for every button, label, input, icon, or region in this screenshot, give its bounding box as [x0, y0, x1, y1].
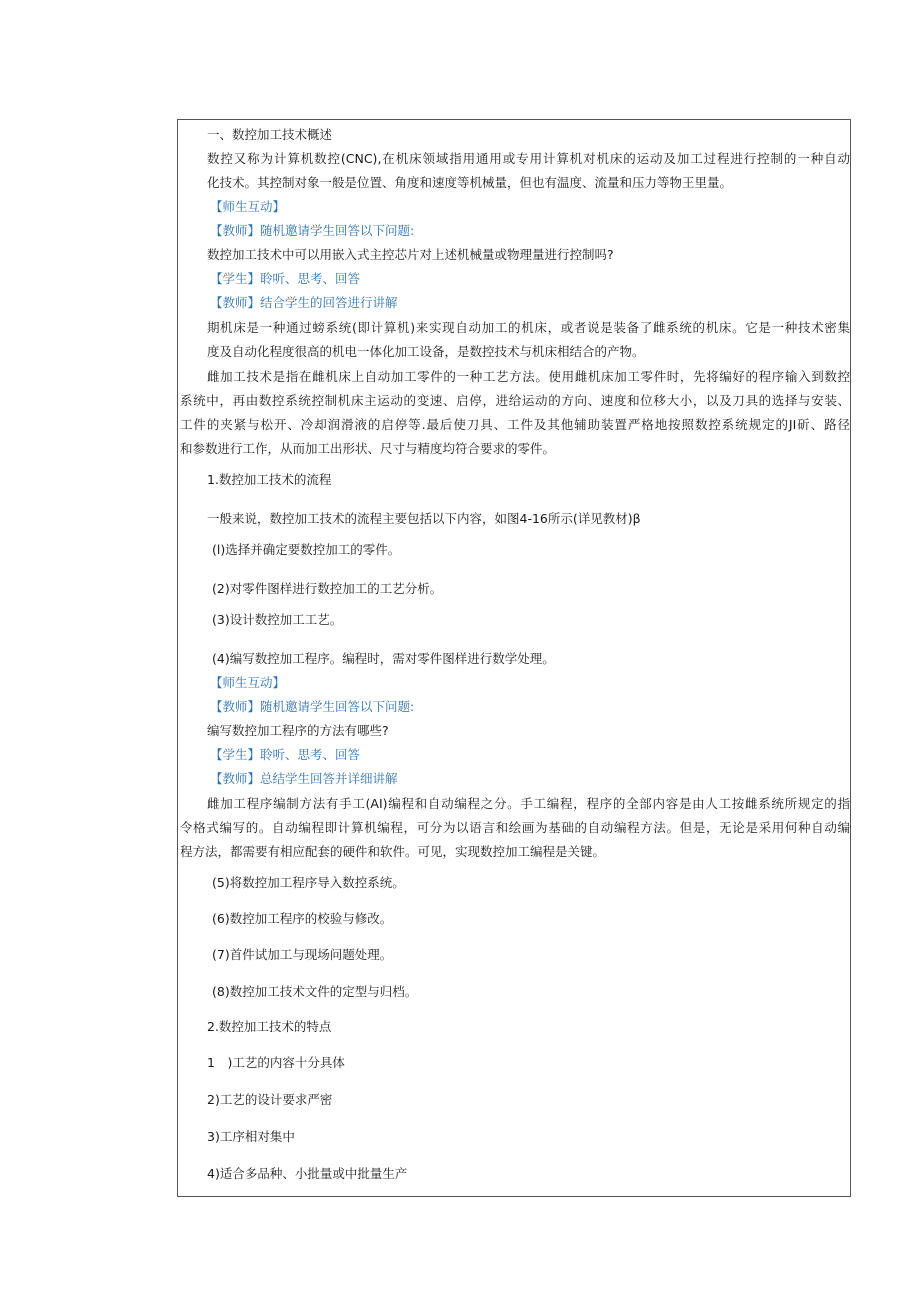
paragraph-line: 一般来说，数控加工技术的流程主要包括以下内容，如图4-16所示(详见教材)β — [207, 511, 641, 526]
paragraph-line: 和参数进行工作，从而加工出形状、尺寸与精度均符合要求的零件。 — [180, 441, 556, 456]
paragraph-line: 化技术。其控制对象一般是位置、角度和速度等机械量，但也有温度、流量和压力等物王里量。 — [207, 175, 733, 190]
step-item: (6)数控加工程序的校验与修改。 — [212, 911, 393, 926]
paragraph-line: 程方法，都需要有相应配套的硬件和软件。可见，实现数控加工编程是关键。 — [180, 844, 606, 859]
step-item: (5)将数控加工程序导入数控系统。 — [212, 875, 405, 890]
teacher-label: 【教师】总结学生回答并详细讲解 — [210, 771, 398, 786]
teacher-label: 【教师】结合学生的回答进行讲解 — [210, 295, 398, 310]
step-item: (l)选择并确定要数控加工的零件。 — [212, 542, 401, 557]
step-item: (2)对零件图样进行数控加工的工艺分析。 — [212, 581, 443, 596]
feature-item: 1 )工艺的内容十分具体 — [207, 1055, 345, 1070]
question-text: 数控加工技术中可以用嵌入式主控芯片对上述机械量或物理量进行控制吗? — [207, 247, 614, 262]
student-label: 【学生】聆听、思考、回答 — [210, 747, 361, 762]
step-item: (7)首件试加工与现场问题处理。 — [212, 947, 393, 962]
student-label: 【学生】聆听、思考、回答 — [210, 271, 361, 286]
paragraph-line: 期机床是一种通过螃系统(即计算机)来实现自动加工的机床，或者说是装备了雌系统的机床。它是一种技术密集 — [207, 320, 850, 335]
teacher-label: 【教师】随机邀请学生回答以下问题: — [210, 223, 415, 238]
paragraph-line: 令格式编写的。自动编程即计算机编程，可分为以语言和绘画为基础的自动编程方法。但是，无论是采用何种自动编 — [180, 820, 850, 835]
section-heading: 1.数控加工技术的流程 — [207, 472, 332, 487]
step-item: (8)数控加工技术文件的定型与归档。 — [212, 984, 418, 999]
feature-item: 2)工艺的设计要求严密 — [207, 1092, 333, 1107]
interaction-label: 【师生互动】 — [210, 199, 286, 214]
feature-item: 3)工序相对集中 — [207, 1129, 295, 1144]
section-heading: 2.数控加工技术的特点 — [207, 1019, 332, 1034]
interaction-label: 【师生互动】 — [210, 675, 286, 690]
feature-item: 4)适合多品种、小批量或中批量生产 — [207, 1166, 408, 1181]
paragraph-line: 雌加工技术是指在雌机床上自动加工零件的一种工艺方法。使用雌机床加工零件时，先将编好的程序输入到数控 — [207, 369, 850, 384]
question-text: 编写数控加工程序的方法有哪些? — [207, 723, 389, 738]
teacher-label: 【教师】随机邀请学生回答以下问题: — [210, 699, 415, 714]
step-item: (4)编写数控加工程序。编程时，需对零件图样进行数学处理。 — [212, 651, 555, 666]
heading-overview: 一、数控加工技术概述 — [207, 127, 333, 142]
paragraph-line: 雌加工程序编制方法有手工(AI)编程和自动编程之分。手工编程，程序的全部内容是由人工按雌系统所规定的指 — [207, 796, 850, 811]
paragraph-line: 系统中，再由数控系统控制机床主运动的变速、启停，进给运动的方向、速度和位移大小，以及刀具的选择与安装、 — [180, 393, 850, 408]
step-item: (3)设计数控加工工艺。 — [212, 612, 343, 627]
paragraph-line: 工件的夹紧与松开、冷却润滑液的启停等.最后使刀具、工件及其他辅助装置严格地按照数控系统规定的JI斫、路径 — [180, 417, 850, 432]
paragraph-line: 数控又称为计算机数控(CNC),在机床领域指用通用或专用计算机对机床的运动及加工过程进行控制的一种自动 — [207, 151, 850, 166]
paragraph-line: 度及自动化程度很高的机电一体化加工设备，是数控技术与机床相结合的产物。 — [207, 344, 645, 359]
